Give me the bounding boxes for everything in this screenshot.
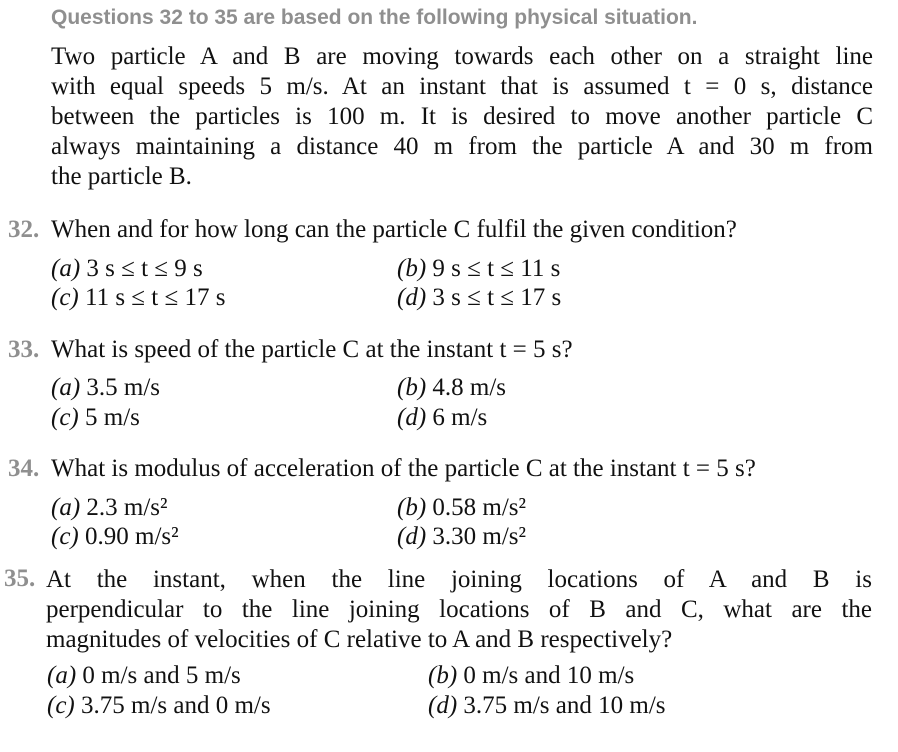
option-label: (c): [51, 284, 79, 311]
option-34d[interactable]: [397, 523, 526, 551]
option-value: 3 s ≤ t ≤ 17 s: [432, 284, 562, 311]
option-33a[interactable]: [51, 374, 160, 402]
option-label: (d): [428, 692, 458, 719]
section-heading: Questions 32 to 35 are based on the following physical situation.: [51, 6, 698, 29]
option-label: (b): [428, 662, 458, 689]
question-line: At the instant, when the line joining locations of A and B is: [46, 566, 872, 593]
intro-line: Two particle A and B are moving towards each other on a straight line: [51, 43, 873, 70]
option-label: (c): [47, 692, 75, 719]
option-label: (a): [47, 662, 77, 689]
option-33b[interactable]: [397, 374, 506, 402]
intro-line: the particle B.: [51, 163, 192, 190]
question-text: What is speed of the particle C at the instant t = 5 s?: [51, 336, 573, 363]
option-value: 0.58 m/s²: [432, 494, 527, 521]
intro-paragraph: [51, 42, 873, 192]
option-35a[interactable]: [47, 662, 241, 690]
option-label: (d): [397, 284, 427, 311]
option-value: 0.90 m/s²: [85, 523, 179, 550]
option-32d[interactable]: [397, 284, 561, 312]
option-label: (c): [51, 523, 79, 550]
option-value: 0 m/s and 10 m/s: [463, 662, 635, 689]
question-number: 32.: [8, 216, 40, 243]
option-33c[interactable]: [51, 404, 140, 432]
option-value: 3.75 m/s and 10 m/s: [463, 692, 666, 719]
option-value: 11 s ≤ t ≤ 17 s: [85, 284, 226, 311]
option-label: (b): [397, 255, 427, 282]
question-number: 35.: [4, 565, 36, 592]
intro-line: with equal speeds 5 m/s. At an instant that is assumed t = 0 s, distance: [51, 73, 873, 100]
option-value: 2.3 m/s²: [86, 494, 168, 521]
option-34c[interactable]: [51, 523, 179, 551]
option-label: (a): [51, 494, 81, 521]
option-32b[interactable]: [397, 255, 560, 283]
question-text: When and for how long can the particle C fulfil the given condition?: [51, 216, 737, 243]
option-label: (b): [397, 494, 427, 521]
option-value: 3.75 m/s and 0 m/s: [81, 692, 271, 719]
option-34b[interactable]: [397, 494, 526, 522]
option-value: 0 m/s and 5 m/s: [82, 662, 241, 689]
question-line: perpendicular to the line joining locations of B and C, what are the: [46, 596, 872, 623]
option-value: 3.5 m/s: [86, 374, 161, 401]
option-value: 3.30 m/s²: [432, 523, 527, 550]
option-34a[interactable]: [51, 494, 168, 522]
option-33d[interactable]: [397, 404, 487, 432]
option-35d[interactable]: [428, 692, 666, 720]
option-35c[interactable]: [47, 692, 271, 720]
option-label: (d): [397, 404, 427, 431]
option-32c[interactable]: [51, 284, 225, 312]
intro-line: between the particles is 100 m. It is desired to move another particle C: [51, 103, 873, 130]
question-text: [46, 565, 872, 655]
option-value: 4.8 m/s: [432, 374, 507, 401]
intro-line: always maintaining a distance 40 m from the particle A and 30 m from: [51, 133, 873, 160]
option-label: (b): [397, 374, 427, 401]
option-35b[interactable]: [428, 662, 634, 690]
question-number: 33.: [8, 336, 40, 363]
option-value: 3 s ≤ t ≤ 9 s: [86, 255, 203, 282]
question-text: What is modulus of acceleration of the particle C at the instant t = 5 s?: [51, 455, 756, 482]
option-value: 9 s ≤ t ≤ 11 s: [432, 255, 561, 282]
option-value: 5 m/s: [85, 404, 140, 431]
option-label: (a): [51, 255, 81, 282]
option-label: (a): [51, 374, 81, 401]
question-line: magnitudes of velocities of C relative to A and B respectively?: [46, 626, 673, 653]
option-32a[interactable]: [51, 255, 203, 283]
option-value: 6 m/s: [432, 404, 488, 431]
question-number: 34.: [8, 455, 40, 482]
option-label: (d): [397, 523, 427, 550]
option-label: (c): [51, 404, 79, 431]
